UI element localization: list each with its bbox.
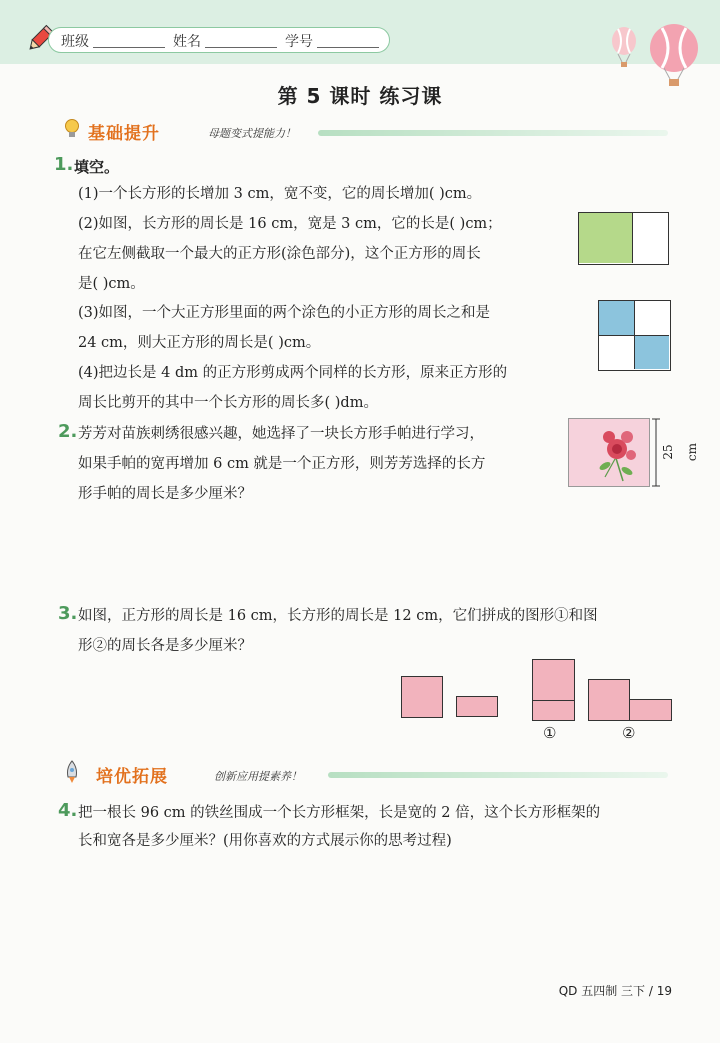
- name-label: 姓名: [173, 34, 201, 50]
- dimension-label: 25 cm: [661, 442, 699, 462]
- figure2-square: [588, 679, 630, 721]
- q2-line2: 如果手帕的宽再增加 6 cm 就是一个正方形，则芳芳选择的长方: [78, 456, 486, 472]
- class-field[interactable]: [93, 47, 165, 48]
- q4-line2: 长和宽各是多少厘米？(用你喜欢的方式展示你的思考过程): [78, 833, 452, 849]
- section-advanced-divider: [328, 772, 668, 778]
- rectangle-figure: [578, 212, 669, 265]
- shaded-small-square-bottom-right: [634, 335, 669, 369]
- q4-line1: 把一根长 96 cm 的铁丝围成一个长方形框架，长是宽的 2 倍，这个长方形框架的: [78, 805, 601, 821]
- section-basic-title: 基础提升: [88, 124, 160, 144]
- page-footer: QD 五四制 三下 / 19: [558, 984, 672, 998]
- q1-part1: (1)一个长方形的长增加 3 cm，宽不变，它的周长增加( )cm。: [78, 186, 482, 202]
- hot-air-balloon-icon: [604, 24, 704, 86]
- figure2-rectangle: [629, 699, 672, 721]
- square-shape: [401, 676, 443, 718]
- q1-part2-line2: 在它左侧截取一个最大的正方形(涂色部分)，这个正方形的周长: [78, 246, 481, 262]
- q1-heading: 填空。: [74, 158, 120, 176]
- question-number-4: 4.: [58, 800, 78, 821]
- handkerchief-figure: [568, 418, 650, 487]
- page-title: 第 5 课时 练习课: [277, 84, 443, 108]
- rose-embroidery-image: [569, 419, 649, 486]
- section-advanced-title: 培优拓展: [96, 767, 168, 787]
- section-basic-divider: [318, 130, 668, 136]
- rectangle-shape: [456, 696, 498, 717]
- q2-line3: 形手帕的周长是多少厘米？: [78, 486, 252, 502]
- figure1-square: [532, 659, 575, 701]
- figure2-label: ②: [622, 724, 636, 742]
- class-label: 班级: [61, 34, 89, 50]
- question-number-3: 3.: [58, 603, 78, 624]
- q1-part4-line1: (4)把边长是 4 dm 的正方形剪成两个同样的长方形，原来正方形的: [78, 365, 508, 381]
- shaded-square: [579, 213, 633, 263]
- name-field[interactable]: [205, 47, 277, 48]
- shaded-small-square-top-left: [599, 301, 635, 336]
- section-advanced-slogan: 创新应用提素养！: [214, 770, 302, 783]
- q1-part2-line1: (2)如图，长方形的周长是 16 cm，宽是 3 cm，它的长是( )cm；: [78, 216, 502, 232]
- big-square-figure: [598, 300, 671, 371]
- question-number-1: 1.: [54, 154, 74, 175]
- figure1-label: ①: [543, 724, 557, 742]
- q3-line1: 如图，正方形的周长是 16 cm，长方形的周长是 12 cm，它们拼成的图形①和图: [78, 608, 598, 624]
- q3-line2: 形②的周长各是多少厘米？: [78, 638, 252, 654]
- lightbulb-icon: [64, 118, 80, 140]
- id-label: 学号: [285, 34, 313, 50]
- q1-part2-line3: 是( )cm。: [78, 276, 145, 292]
- q2-line1: 芳芳对苗族刺绣很感兴趣，她选择了一块长方形手帕进行学习，: [78, 426, 484, 442]
- q1-part3-line2: 24 cm，则大正方形的周长是( )cm。: [78, 335, 321, 351]
- rocket-icon: [64, 760, 80, 784]
- section-basic-slogan: 母题变式提能力！: [208, 127, 296, 140]
- question-number-2: 2.: [58, 421, 78, 442]
- student-info-bar: [48, 27, 390, 53]
- q1-part3-line1: (3)如图，一个大正方形里面的两个涂色的小正方形的周长之和是: [78, 305, 491, 321]
- id-field[interactable]: [317, 47, 379, 48]
- figure1-rectangle: [532, 700, 575, 721]
- q1-part4-line2: 周长比剪开的其中一个长方形的周长多( )dm。: [78, 395, 378, 411]
